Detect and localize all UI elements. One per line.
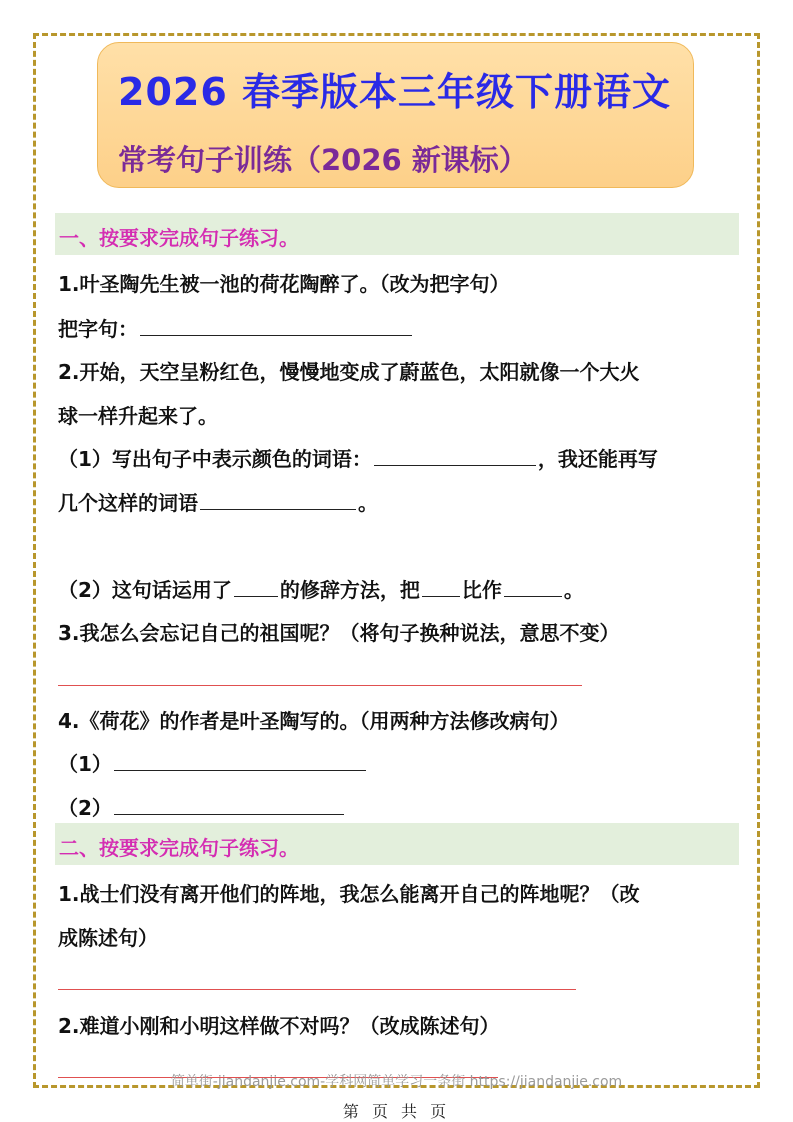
question-1-2-line1: 2.开始，天空呈粉红色，慢慢地变成了蔚蓝色，太阳就像一个大火 <box>58 360 640 384</box>
compared-to-blank[interactable] <box>504 578 562 597</box>
answer-blank[interactable] <box>140 317 412 336</box>
answer-line[interactable] <box>58 989 576 990</box>
question-text: （1）写出句子中表示颜色的词语： <box>58 447 372 471</box>
page-title: 2026 春季版本三年级下册语文 <box>118 70 671 114</box>
object-blank[interactable] <box>422 578 460 597</box>
more-words-blank[interactable] <box>200 491 356 510</box>
question-1-2-1-line2 <box>58 487 378 516</box>
question-1-1: 1.叶圣陶先生被一池的荷花陶醉了。（改为把字句） <box>58 272 510 296</box>
question-text: 的修辞方法，把 <box>279 578 420 602</box>
page-number: 第 页 共 页 <box>342 1102 451 1121</box>
title-banner <box>97 42 694 188</box>
answer-blank[interactable] <box>114 796 344 815</box>
question-text: 。 <box>563 578 584 602</box>
question-2-1-line1: 1.战士们没有离开他们的阵地，我怎么能离开自己的阵地呢？（改 <box>58 882 640 906</box>
question-text: 。 <box>358 491 378 515</box>
question-1-3: 3.我怎么会忘记自己的祖国呢？（将句子换种说法，意思不变） <box>58 621 620 645</box>
color-words-blank[interactable] <box>374 447 536 466</box>
question-1-2-line2: 球一样升起来了。 <box>58 404 218 428</box>
question-1-1-answer <box>58 313 414 342</box>
section-2-heading: 二、按要求完成句子练习。 <box>59 836 299 860</box>
question-2-2: 2.难道小刚和小明这样做不对吗？（改成陈述句） <box>58 1014 500 1038</box>
answer-line[interactable] <box>58 685 582 686</box>
page-subtitle: 常考句子训练（2026 新课标） <box>118 143 528 177</box>
question-text: （1） <box>58 752 112 776</box>
question-text: 比作 <box>461 578 502 602</box>
question-2-1-line2: 成陈述句） <box>58 926 158 950</box>
watermark: 简单街-jiandanjie.com-学科网简单学习一条街 https://jiandanjie.com <box>170 1074 623 1090</box>
answer-label: 把字句： <box>58 317 138 341</box>
section-2-header <box>55 823 739 865</box>
question-1-4-2 <box>58 792 346 821</box>
question-text: ，我还能再写 <box>537 447 658 471</box>
section-1-heading: 一、按要求完成句子练习。 <box>59 226 299 250</box>
question-1-2-1 <box>58 443 658 472</box>
question-text: （2）这句话运用了 <box>58 578 232 602</box>
question-text: 几个这样的词语 <box>58 491 198 515</box>
answer-blank[interactable] <box>114 752 366 771</box>
section-1-header <box>55 213 739 255</box>
question-text: （2） <box>58 796 112 820</box>
rhetoric-blank[interactable] <box>234 578 278 597</box>
question-1-4: 4.《荷花》的作者是叶圣陶写的。（用两种方法修改病句） <box>58 709 570 733</box>
question-1-4-1 <box>58 748 368 777</box>
question-1-2-2 <box>58 574 584 603</box>
